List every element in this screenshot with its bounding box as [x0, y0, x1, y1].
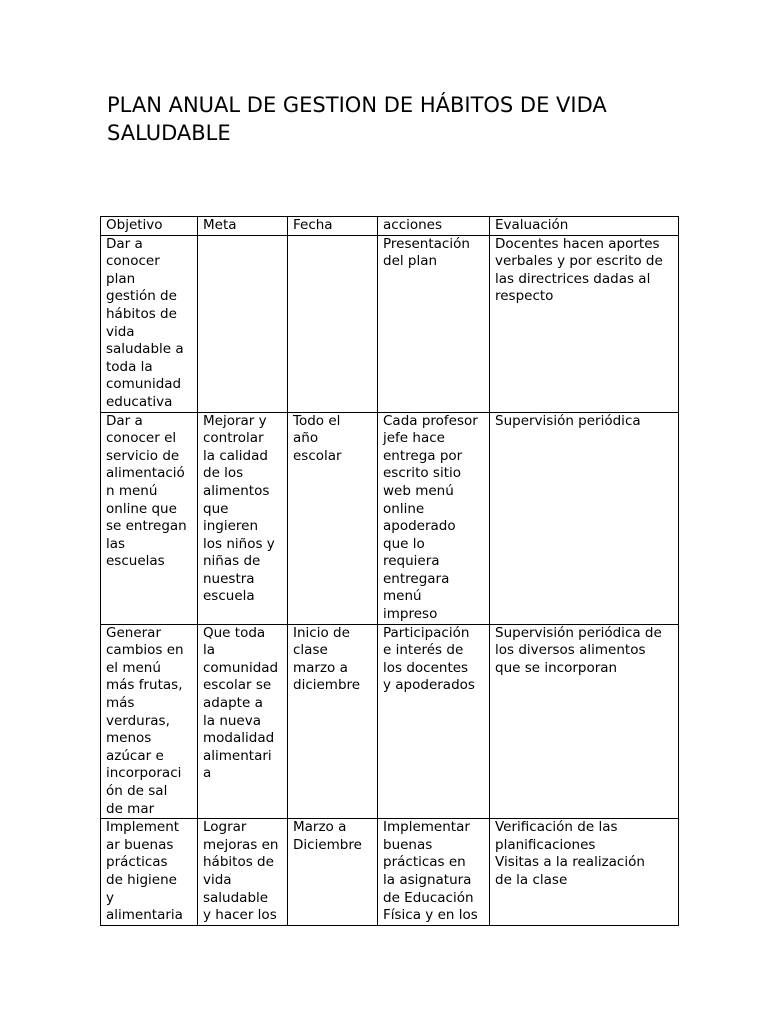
cell-fecha: Marzo a Diciembre	[288, 819, 378, 926]
cell-fecha: Todo el año escolar	[288, 412, 378, 624]
table-row	[101, 412, 679, 624]
cell-evaluacion: Supervisión periódica de los diversos alimentos que se incorporan	[490, 624, 679, 819]
table-row	[101, 819, 679, 926]
cell-fecha	[288, 235, 378, 412]
cell-acciones: Implementar buenas prácticas en la asignatura de Educación Física y en los	[378, 819, 490, 926]
header-objetivo: Objetivo	[101, 217, 198, 236]
cell-meta	[198, 235, 288, 412]
cell-evaluacion: Supervisión periódica	[490, 412, 679, 624]
header-acciones: acciones	[378, 217, 490, 236]
header-fecha: Fecha	[288, 217, 378, 236]
cell-acciones: Presentación del plan	[378, 235, 490, 412]
cell-acciones: Cada profesor jefe hace entrega por escrito sitio web menú online apoderado que lo requiera entregara menú impreso	[378, 412, 490, 624]
header-meta: Meta	[198, 217, 288, 236]
cell-meta: Lograr mejoras en hábitos de vida saludable y hacer los	[198, 819, 288, 926]
cell-meta: Que toda la comunidad escolar se adapte a la nueva modalidad alimentari a	[198, 624, 288, 819]
plan-table	[100, 216, 679, 926]
cell-fecha: Inicio de clase marzo a diciembre	[288, 624, 378, 819]
header-evaluacion: Evaluación	[490, 217, 679, 236]
cell-evaluacion: Verificación de las planificaciones Visitas a la realización de la clase	[490, 819, 679, 926]
cell-acciones: Participación e interés de los docentes y apoderados	[378, 624, 490, 819]
table-row	[101, 624, 679, 819]
cell-meta: Mejorar y controlar la calidad de los alimentos que ingieren los niños y niñas de nuestra escuela	[198, 412, 288, 624]
cell-objetivo: Dar a conocer plan gestión de hábitos de vida saludable a toda la comunidad educativa	[101, 235, 198, 412]
cell-evaluacion: Docentes hacen aportes verbales y por escrito de las directrices dadas al respecto	[490, 235, 679, 412]
cell-objetivo: Dar a conocer el servicio de alimentació n menú online que se entregan las escuelas	[101, 412, 198, 624]
cell-objetivo: Generar cambios en el menú más frutas, más verduras, menos azúcar e incorporaci ón de sal de mar	[101, 624, 198, 819]
cell-objetivo: Implement ar buenas prácticas de higiene y alimentaria	[101, 819, 198, 926]
document-title: PLAN ANUAL DE GESTION DE HÁBITOS DE VIDA SALUDABLE	[107, 93, 607, 145]
table-row	[101, 235, 679, 412]
table-header-row	[101, 217, 679, 236]
